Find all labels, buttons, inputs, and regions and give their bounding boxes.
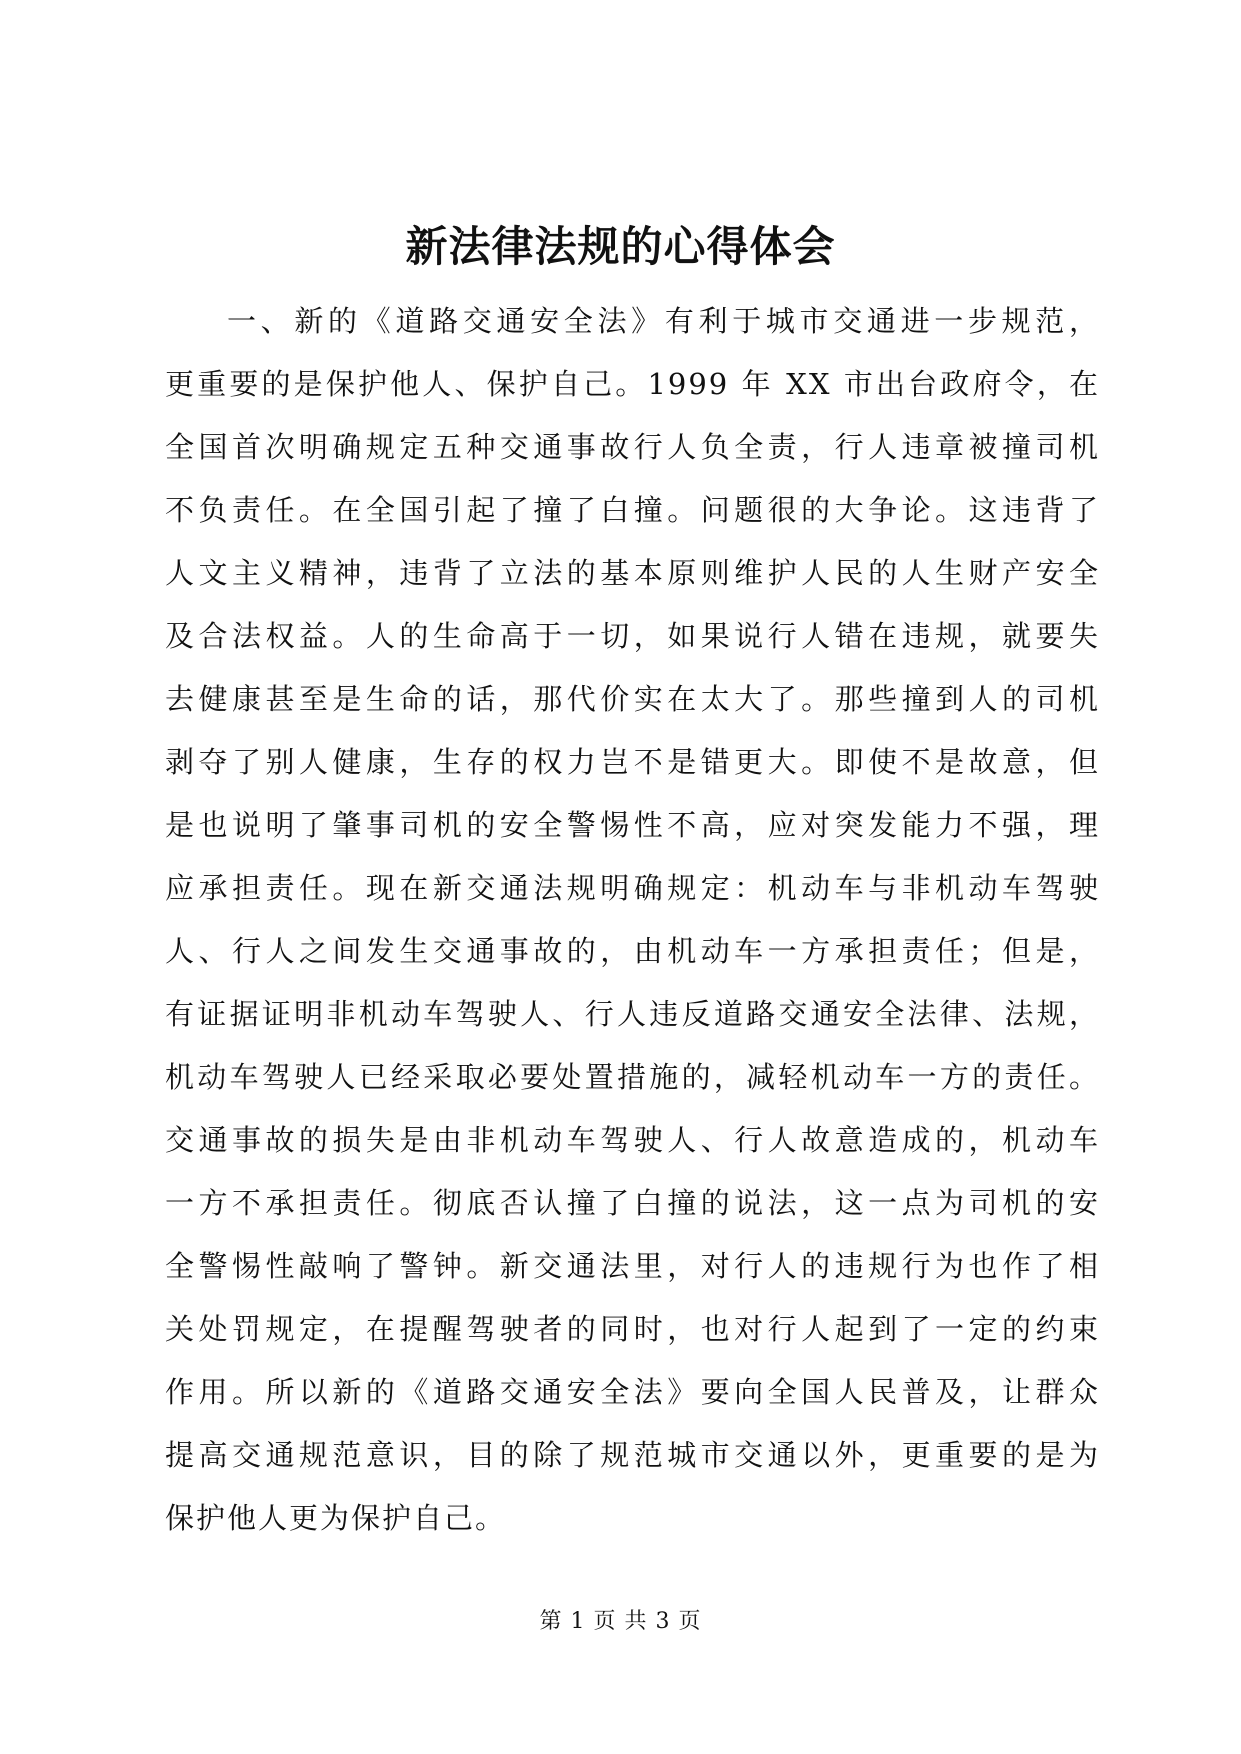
- paragraph-line: 机动车驾驶人已经采取必要处置措施的，减轻机动车一方的责任。: [165, 1060, 1100, 1094]
- body-paragraph: [165, 290, 1100, 1550]
- paragraph-line: 一、新的《道路交通安全法》有利于城市交通进一步规范，: [227, 304, 1100, 338]
- paragraph-line: 是也说明了肇事司机的安全警惕性不高，应对突发能力不强，理: [165, 808, 1100, 842]
- paragraph-line: 人文主义精神，违背了立法的基本原则维护人民的人生财产安全: [165, 556, 1100, 590]
- paragraph-line: 去健康甚至是生命的话，那代价实在太大了。那些撞到人的司机: [165, 682, 1100, 716]
- paragraph-line: 交通事故的损失是由非机动车驾驶人、行人故意造成的，机动车: [165, 1123, 1100, 1157]
- paragraph-line: 不负责任。在全国引起了撞了白撞。问题很的大争论。这违背了: [165, 493, 1100, 527]
- paragraph-line: 关处罚规定，在提醒驾驶者的同时，也对行人起到了一定的约束: [165, 1312, 1100, 1346]
- paragraph-line: 一方不承担责任。彻底否认撞了白撞的说法，这一点为司机的安: [165, 1186, 1100, 1220]
- paragraph-line: 作用。所以新的《道路交通安全法》要向全国人民普及，让群众: [165, 1375, 1100, 1409]
- paragraph-line: 人、行人之间发生交通事故的，由机动车一方承担责任；但是，: [165, 934, 1100, 968]
- paragraph-line: 保护他人更为保护自己。: [165, 1501, 507, 1535]
- page-footer: 第 1 页 共 3 页: [539, 1609, 702, 1634]
- paragraph-line: 有证据证明非机动车驾驶人、行人违反道路交通安全法律、法规，: [165, 997, 1100, 1031]
- document-title: 新法律法规的心得体会: [405, 222, 836, 271]
- paragraph-line: 全国首次明确规定五种交通事故行人负全责，行人违章被撞司机: [165, 430, 1100, 464]
- paragraph-line: 全警惕性敲响了警钟。新交通法里，对行人的违规行为也作了相: [165, 1249, 1100, 1283]
- paragraph-line: 提高交通规范意识，目的除了规范城市交通以外，更重要的是为: [165, 1438, 1100, 1472]
- paragraph-line: 应承担责任。现在新交通法规明确规定：机动车与非机动车驾驶: [165, 871, 1100, 905]
- paragraph-line: 更重要的是保护他人、保护自己。1999 年 XX 市出台政府令，在: [165, 367, 1100, 401]
- paragraph-line: 及合法权益。人的生命高于一切，如果说行人错在违规，就要失: [165, 619, 1100, 653]
- paragraph-line: 剥夺了别人健康，生存的权力岂不是错更大。即使不是故意，但: [165, 745, 1100, 779]
